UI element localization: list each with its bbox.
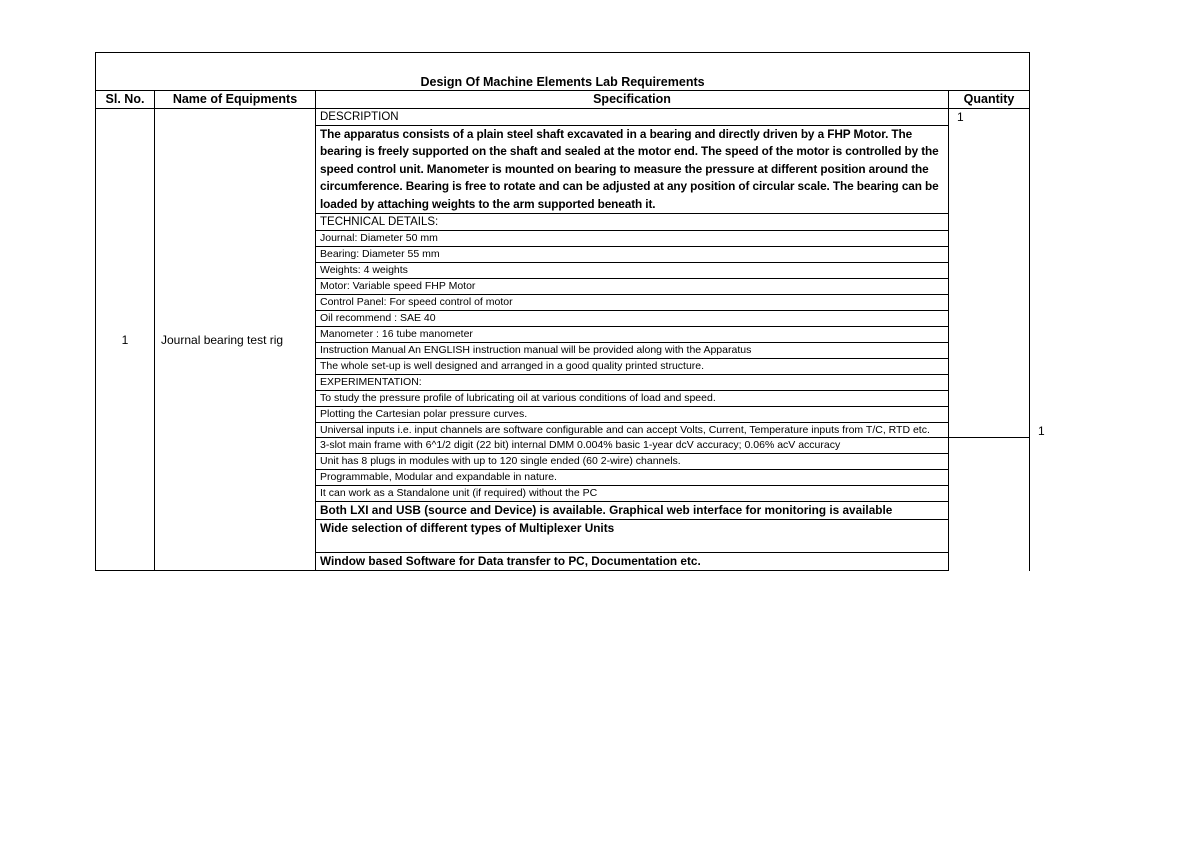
spec-line: Programmable, Modular and expandable in nature. <box>316 470 949 486</box>
requirements-sheet <box>95 52 1045 571</box>
spec-line: Bearing: Diameter 55 mm <box>316 247 949 263</box>
requirements-table <box>95 52 1045 571</box>
item-name: Journal bearing test rig <box>155 109 316 571</box>
experimentation-heading: EXPERIMENTATION: <box>316 375 949 391</box>
header-sl-no: Sl. No. <box>96 91 155 109</box>
spec-line: It can work as a Standalone unit (if required) without the PC <box>316 486 949 502</box>
spec-line: Instruction Manual An ENGLISH instruction manual will be provided along with the Apparatus <box>316 343 949 359</box>
spec-line: Unit has 8 plugs in modules with up to 120 single ended (60 2-wire) channels. <box>316 454 949 470</box>
table-row <box>96 109 1030 126</box>
spec-line: Motor: Variable speed FHP Motor <box>316 279 949 295</box>
spec-line: Control Panel: For speed control of motor <box>316 295 949 311</box>
spec-line: Window based Software for Data transfer to PC, Documentation etc. <box>316 553 949 571</box>
title-row <box>96 53 1030 91</box>
spec-line: 3-slot main frame with 6^1/2 digit (22 bit) internal DMM 0.004% basic 1-year dcV accuracy; 0.06% acV accuracy <box>316 438 949 454</box>
table-title: Design Of Machine Elements Lab Requirements <box>96 53 1030 91</box>
spec-line: Weights: 4 weights <box>316 263 949 279</box>
header-row <box>96 91 1030 109</box>
spec-line: To study the pressure profile of lubricating oil at various conditions of load and speed. <box>316 391 949 407</box>
spec-line: Oil recommend : SAE 40 <box>316 311 949 327</box>
spec-line: Manometer : 16 tube manometer <box>316 327 949 343</box>
technical-heading: TECHNICAL DETAILS: <box>316 214 949 231</box>
spec-line: Plotting the Cartesian polar pressure curves. <box>316 407 949 423</box>
spec-line: The whole set-up is well designed and arranged in a good quality printed structure. <box>316 359 949 375</box>
header-quantity: Quantity <box>949 91 1030 109</box>
spec-line: Journal: Diameter 50 mm <box>316 231 949 247</box>
header-spec: Specification <box>316 91 949 109</box>
description-heading: DESCRIPTION <box>316 109 949 126</box>
spec-line: Both LXI and USB (source and Device) is available. Graphical web interface for monitoring is available <box>316 502 949 520</box>
item-sl-no: 1 <box>96 109 155 571</box>
header-name: Name of Equipments <box>155 91 316 109</box>
spec-line: Universal inputs i.e. input channels are software configurable and can accept Volts, Current, Temperature inputs from T/C, RTD etc. <box>316 423 949 438</box>
description-text: The apparatus consists of a plain steel shaft excavated in a bearing and directly driven by a FHP Motor. The bearing is freely supported on the shaft and sealed at the motor end. The speed of the motor is controlled by the speed control unit. Manometer is mounted on bearing to measure the pressure at different position around the circumference. Bearing is free to rotate and can be adjusted at any position of circular scale. The bearing can be loaded by attaching weights to the arm supported beneath it. <box>316 126 949 214</box>
table-row: Universal inputs i.e. input channels are software configurable and can accept Volts, Current, Temperature inputs from T/C, RTD etc. 1 <box>96 423 1030 438</box>
item-quantity: 1 <box>949 109 1030 438</box>
spec-line: Wide selection of different types of Multiplexer Units <box>316 520 949 553</box>
